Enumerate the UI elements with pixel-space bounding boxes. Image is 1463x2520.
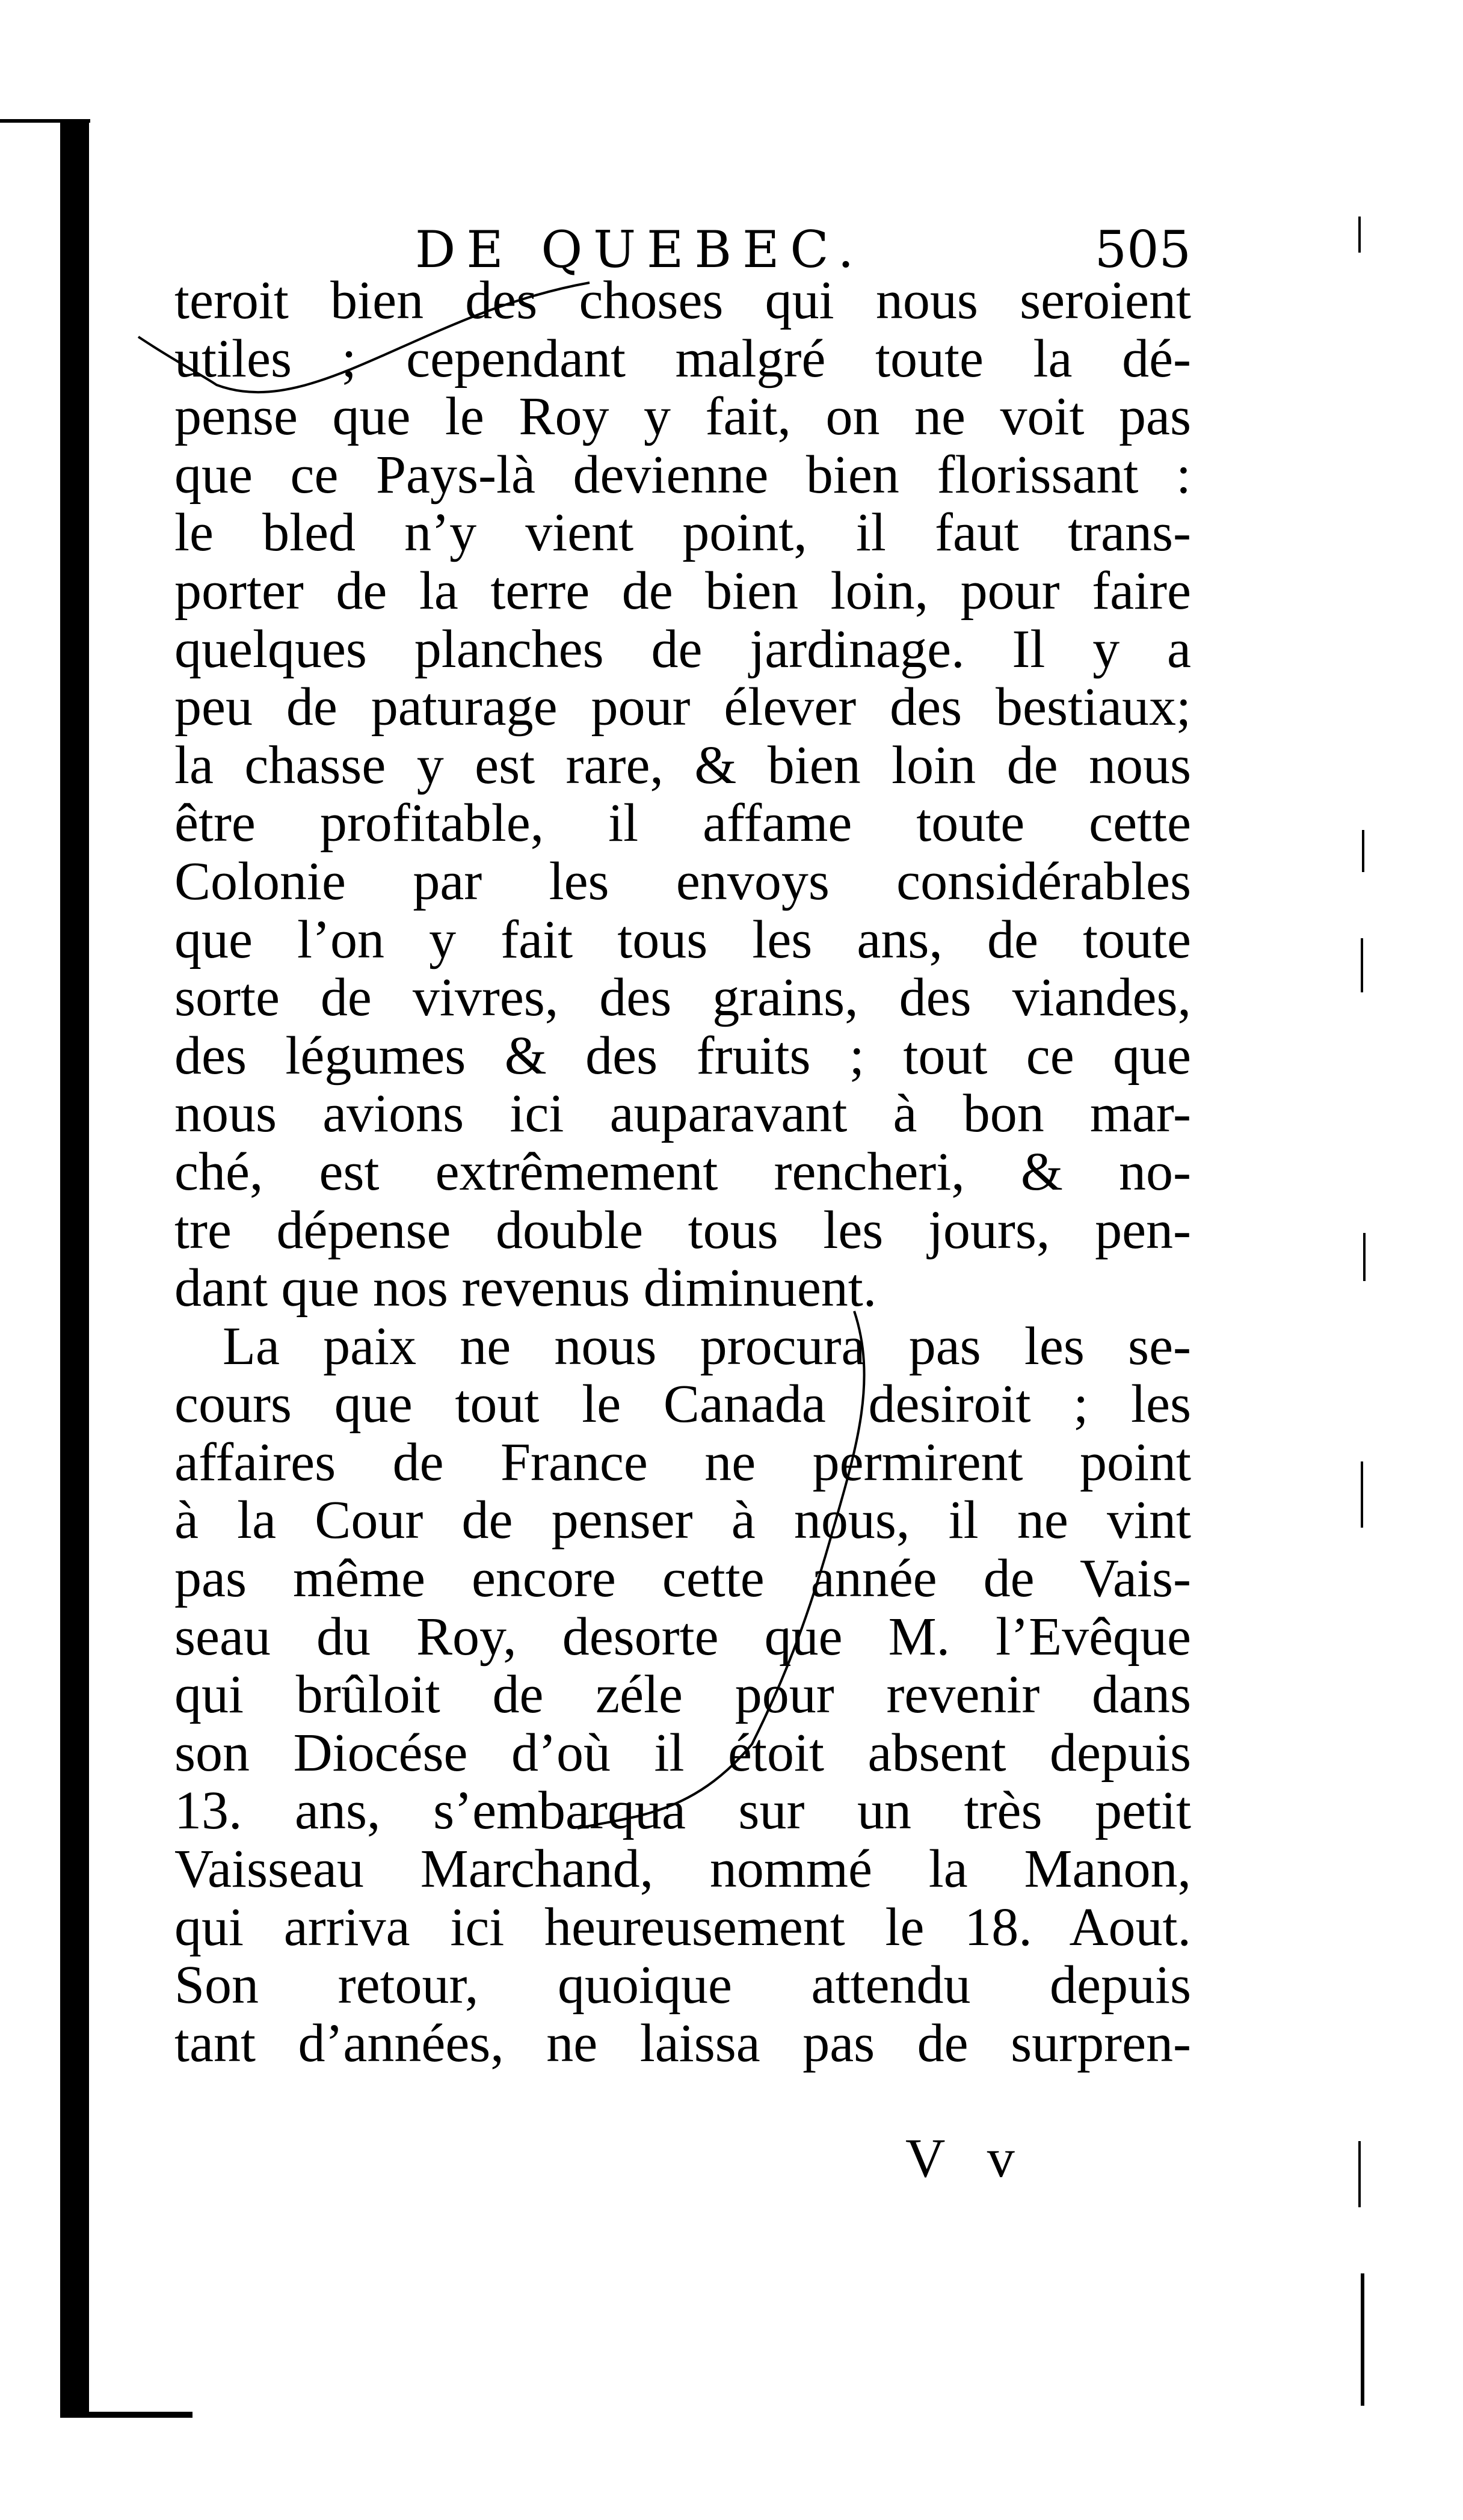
text-line: le bled n’y vient point, il faut trans-	[174, 503, 1191, 563]
running-title: DE QUEBEC.	[415, 220, 865, 279]
text-line: nous avions ici auparavant à bon mar-	[174, 1084, 1191, 1144]
text-line: porter de la terre de bien loin, pour faire	[174, 561, 1191, 621]
text-line: tant d’années, ne laissa pas de surpren-	[174, 2013, 1191, 2073]
text-line: des légumes & des fruits ; tout ce que	[174, 1025, 1191, 1086]
text-line: quelques planches de jardinage. Il y a	[174, 619, 1191, 679]
text-line: être profitable, il affame toute cette	[174, 793, 1191, 853]
text-line: à la Cour de penser à nous, il ne vint	[174, 1490, 1191, 1550]
text-line: son Diocése d’où il étoit absent depuis	[174, 1723, 1191, 1783]
text-line-paragraph-end: dant que nos revenus diminuent.	[174, 1258, 877, 1318]
text-line: Colonie par les envoys considérables	[174, 851, 1191, 911]
text-line: affaires de France ne permirent point	[174, 1432, 1191, 1492]
text-line: utiles ; cependant malgré toute la dé-	[174, 328, 1191, 389]
text-line: que ce Pays-là devienne bien florissant :	[174, 444, 1191, 505]
text-line: ché, est extrêmement rencheri, & no-	[174, 1142, 1191, 1202]
text-line: seau du Roy, desorte que M. l’Evêque	[174, 1606, 1191, 1667]
text-line: teroit bien des choses qui nous seroient	[174, 271, 1191, 330]
text-line: tre dépense double tous les jours, pen-	[174, 1200, 1191, 1260]
text-line: qui brûloit de zéle pour revenir dans	[174, 1665, 1191, 1725]
text-line: sorte de vivres, des grains, des viandes,	[174, 968, 1191, 1028]
text-line: la chasse y est rare, & bien loin de nous	[174, 735, 1191, 795]
text-line: qui arriva ici heureusement le 18. Aout.	[174, 1897, 1191, 1957]
text-line: pas même encore cette année de Vais-	[174, 1549, 1191, 1609]
text-line: cours que tout le Canada desiroit ; les	[174, 1374, 1191, 1434]
signature-mark: V v	[905, 2127, 1029, 2189]
body-text	[174, 272, 1191, 2073]
text-line: Vaisseau Marchand, nommé la Manon,	[174, 1839, 1191, 1899]
text-line: peu de paturage pour élever des bestiaux;	[174, 677, 1191, 737]
text-line: que l’on y fait tous les ans, de toute	[174, 909, 1191, 970]
text-line: pense que le Roy y fait, on ne voit pas	[174, 387, 1191, 447]
text-line: 13. ans, s’embarqua sur un très petit	[174, 1781, 1191, 1841]
text-line: Son retour, quoique attendu depuis	[174, 1955, 1191, 2015]
text-line-paragraph-start: La paix ne nous procura pas les se-	[223, 1316, 1191, 1376]
page-number: 505	[1094, 220, 1191, 279]
